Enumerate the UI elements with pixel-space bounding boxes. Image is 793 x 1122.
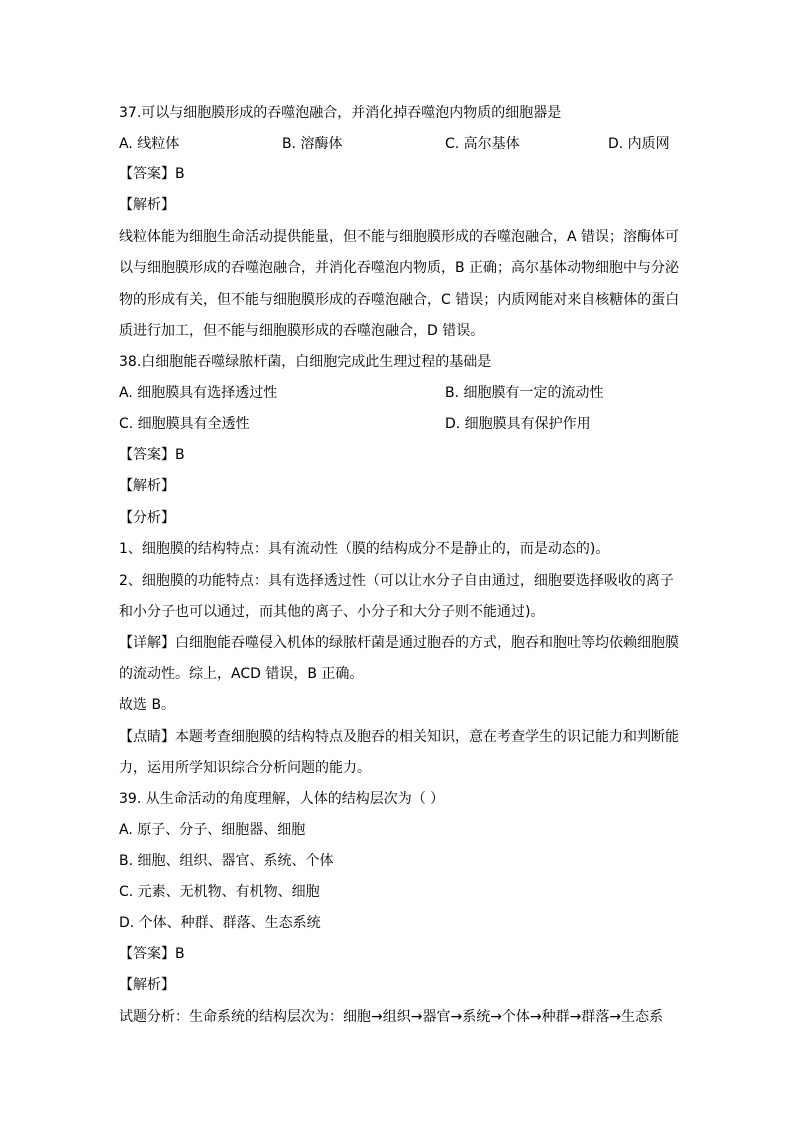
q38-option-b: B. 细胞膜有一定的流动性 xyxy=(445,385,604,401)
q39-stem: 39. 从生命活动的角度理解，人体的结构层次为（ ） xyxy=(119,791,445,807)
q38-answer: 【答案】B xyxy=(119,447,185,463)
q37-option-c: C. 高尔基体 xyxy=(445,136,520,152)
q37-stem: 37.可以与细胞膜形成的吞噬泡融合，并消化掉吞噬泡内物质的细胞器是 xyxy=(119,105,562,121)
q38-choose: 故选 B。 xyxy=(119,697,176,713)
q38-analysis-heading: 【解析】 xyxy=(119,478,175,494)
q38-fenxi-heading: 【分析】 xyxy=(119,510,175,526)
q37-analysis-line: 线粒体能为细胞生命活动提供能量，但不能与细胞膜形成的吞噬泡融合，A 错误；溶酶体可 xyxy=(119,229,680,245)
q38-option-d: D. 细胞膜具有保护作用 xyxy=(445,416,591,432)
q37-option-a: A. 线粒体 xyxy=(119,136,180,152)
q37-option-d: D. 内质网 xyxy=(608,136,670,152)
q37-option-b: B. 溶酶体 xyxy=(282,136,343,152)
q39-option-d: D. 个体、种群、群落、生态系统 xyxy=(119,915,321,931)
q38-comment-line: 力，运用所学知识综合分析问题的能力。 xyxy=(119,760,371,776)
q37-analysis-line: 质进行加工，但不能与细胞膜形成的吞噬泡融合，D 错误。 xyxy=(119,323,485,339)
q39-answer: 【答案】B xyxy=(119,946,185,962)
q37-answer: 【答案】B xyxy=(119,166,185,182)
q38-point: 1、细胞膜的结构特点：具有流动性（膜的结构成分不是静止的，而是动态的)。 xyxy=(119,541,610,557)
q38-option-a: A. 细胞膜具有选择透过性 xyxy=(119,385,278,401)
q37-analysis-heading: 【解析】 xyxy=(119,197,175,213)
q39-analysis-line: 试题分析：生命系统的结构层次为：细胞→组织→器官→系统→个体→种群→群落→生态系 xyxy=(119,1009,664,1025)
q37-analysis-line: 以与细胞膜形成的吞噬泡融合，并消化吞噬泡内物质，B 正确；高尔基体动物细胞中与分泌 xyxy=(119,260,680,276)
q38-point: 2、细胞膜的功能特点：具有选择透过性（可以让水分子自由通过，细胞要选择吸收的离子 xyxy=(119,573,674,589)
q38-option-c: C. 细胞膜具有全透性 xyxy=(119,416,250,432)
q39-option-b: B. 细胞、组织、器官、系统、个体 xyxy=(119,853,334,869)
q37-analysis-line: 物的形成有关，但不能与细胞膜形成的吞噬泡融合，C 错误；内质网能对来自核糖体的蛋白 xyxy=(119,292,680,308)
q38-point: 和小分子也可以通过，而其他的离子、小分子和大分子则不能通过)。 xyxy=(119,604,545,620)
q39-analysis-heading: 【解析】 xyxy=(119,977,175,993)
q38-comment-line: 【点睛】本题考查细胞膜的结构特点及胞吞的相关知识，意在考查学生的识记能力和判断能 xyxy=(119,729,679,745)
q38-stem: 38.白细胞能吞噬绿脓杆菌，白细胞完成此生理过程的基础是 xyxy=(119,354,492,370)
q38-detail-line: 【详解】白细胞能吞噬侵入机体的绿脓杆菌是通过胞吞的方式，胞吞和胞吐等均依赖细胞膜 xyxy=(119,635,679,651)
q39-option-a: A. 原子、分子、细胞器、细胞 xyxy=(119,822,306,838)
q39-option-c: C. 元素、无机物、有机物、细胞 xyxy=(119,884,320,900)
q38-detail-line: 的流动性。综上，ACD 错误，B 正确。 xyxy=(119,666,364,682)
